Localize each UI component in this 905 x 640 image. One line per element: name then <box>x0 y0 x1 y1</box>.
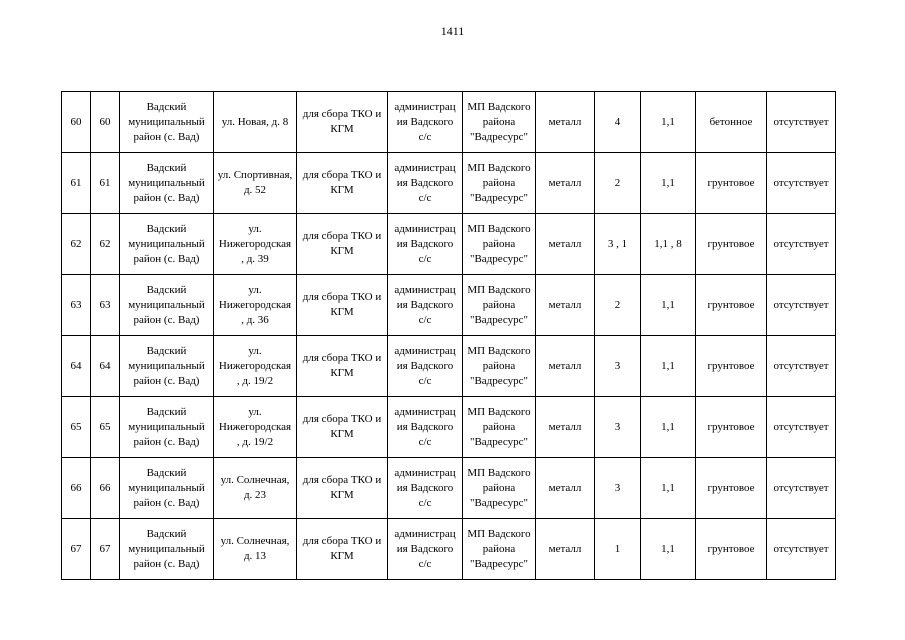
cell-address: ул. Нижегородская , д. 39 <box>214 214 297 275</box>
cell-count: 3 <box>595 397 641 458</box>
cell-purpose: для сбора ТКО и КГМ <box>297 397 388 458</box>
table-row <box>62 458 836 519</box>
cell-address: ул. Солнечная, д. 13 <box>214 519 297 580</box>
cell-owner: администрац ия Вадского с/с <box>388 92 463 153</box>
cell-purpose: для сбора ТКО и КГМ <box>297 336 388 397</box>
cell-fence: отсутствует <box>767 458 836 519</box>
cell-surface: грунтовое <box>696 458 767 519</box>
cell-volume: 1,1 <box>641 275 696 336</box>
cell-fence: отсутствует <box>767 92 836 153</box>
cell-surface: грунтовое <box>696 519 767 580</box>
cell-operator: МП Вадского района "Вадресурс" <box>463 92 536 153</box>
cell-purpose: для сбора ТКО и КГМ <box>297 519 388 580</box>
cell-n2: 60 <box>91 92 120 153</box>
cell-fence: отсутствует <box>767 214 836 275</box>
cell-address: ул. Нижегородская , д. 19/2 <box>214 397 297 458</box>
cell-operator: МП Вадского района "Вадресурс" <box>463 214 536 275</box>
cell-n2: 65 <box>91 397 120 458</box>
cell-volume: 1,1 <box>641 397 696 458</box>
cell-volume: 1,1 <box>641 458 696 519</box>
cell-material: металл <box>536 458 595 519</box>
cell-operator: МП Вадского района "Вадресурс" <box>463 153 536 214</box>
cell-material: металл <box>536 519 595 580</box>
cell-municipality: Вадский муниципальный район (с. Вад) <box>120 397 214 458</box>
cell-fence: отсутствует <box>767 519 836 580</box>
cell-count: 2 <box>595 275 641 336</box>
cell-material: металл <box>536 397 595 458</box>
cell-fence: отсутствует <box>767 275 836 336</box>
cell-n1: 61 <box>62 153 91 214</box>
cell-material: металл <box>536 336 595 397</box>
cell-operator: МП Вадского района "Вадресурс" <box>463 458 536 519</box>
cell-fence: отсутствует <box>767 153 836 214</box>
cell-volume: 1,1 <box>641 336 696 397</box>
cell-address: ул. Новая, д. 8 <box>214 92 297 153</box>
cell-n2: 67 <box>91 519 120 580</box>
cell-surface: грунтовое <box>696 153 767 214</box>
cell-owner: администрац ия Вадского с/с <box>388 275 463 336</box>
table-row <box>62 336 836 397</box>
cell-n2: 66 <box>91 458 120 519</box>
cell-volume: 1,1 <box>641 153 696 214</box>
cell-count: 3 , 1 <box>595 214 641 275</box>
cell-address: ул. Нижегородская , д. 36 <box>214 275 297 336</box>
cell-material: металл <box>536 153 595 214</box>
cell-count: 3 <box>595 336 641 397</box>
cell-n1: 65 <box>62 397 91 458</box>
cell-count: 3 <box>595 458 641 519</box>
cell-municipality: Вадский муниципальный район (с. Вад) <box>120 153 214 214</box>
page-number: 1411 <box>440 24 465 38</box>
cell-purpose: для сбора ТКО и КГМ <box>297 275 388 336</box>
cell-owner: администрац ия Вадского с/с <box>388 336 463 397</box>
cell-count: 1 <box>595 519 641 580</box>
sites-table <box>61 91 836 580</box>
cell-surface: грунтовое <box>696 275 767 336</box>
cell-material: металл <box>536 92 595 153</box>
cell-n2: 64 <box>91 336 120 397</box>
cell-address: ул. Спортивная, д. 52 <box>214 153 297 214</box>
cell-surface: грунтовое <box>696 397 767 458</box>
cell-surface: грунтовое <box>696 336 767 397</box>
cell-municipality: Вадский муниципальный район (с. Вад) <box>120 214 214 275</box>
cell-municipality: Вадский муниципальный район (с. Вад) <box>120 92 214 153</box>
table-row <box>62 397 836 458</box>
cell-purpose: для сбора ТКО и КГМ <box>297 153 388 214</box>
cell-address: ул. Солнечная, д. 23 <box>214 458 297 519</box>
cell-owner: администрац ия Вадского с/с <box>388 519 463 580</box>
cell-surface: бетонное <box>696 92 767 153</box>
cell-municipality: Вадский муниципальный район (с. Вад) <box>120 458 214 519</box>
cell-purpose: для сбора ТКО и КГМ <box>297 458 388 519</box>
table-row <box>62 214 836 275</box>
cell-n1: 66 <box>62 458 91 519</box>
table-row <box>62 519 836 580</box>
table-row <box>62 92 836 153</box>
cell-address: ул. Нижегородская , д. 19/2 <box>214 336 297 397</box>
cell-owner: администрац ия Вадского с/с <box>388 153 463 214</box>
cell-municipality: Вадский муниципальный район (с. Вад) <box>120 519 214 580</box>
cell-n1: 64 <box>62 336 91 397</box>
cell-n1: 63 <box>62 275 91 336</box>
cell-material: металл <box>536 214 595 275</box>
cell-operator: МП Вадского района "Вадресурс" <box>463 336 536 397</box>
cell-n2: 61 <box>91 153 120 214</box>
cell-n1: 62 <box>62 214 91 275</box>
cell-count: 4 <box>595 92 641 153</box>
cell-owner: администрац ия Вадского с/с <box>388 458 463 519</box>
cell-volume: 1,1 <box>641 92 696 153</box>
cell-n2: 62 <box>91 214 120 275</box>
cell-fence: отсутствует <box>767 336 836 397</box>
cell-material: металл <box>536 275 595 336</box>
cell-n2: 63 <box>91 275 120 336</box>
cell-n1: 60 <box>62 92 91 153</box>
cell-owner: администрац ия Вадского с/с <box>388 214 463 275</box>
cell-owner: администрац ия Вадского с/с <box>388 397 463 458</box>
cell-municipality: Вадский муниципальный район (с. Вад) <box>120 275 214 336</box>
cell-purpose: для сбора ТКО и КГМ <box>297 214 388 275</box>
cell-n1: 67 <box>62 519 91 580</box>
cell-purpose: для сбора ТКО и КГМ <box>297 92 388 153</box>
cell-operator: МП Вадского района "Вадресурс" <box>463 519 536 580</box>
cell-operator: МП Вадского района "Вадресурс" <box>463 275 536 336</box>
cell-volume: 1,1 , 8 <box>641 214 696 275</box>
cell-operator: МП Вадского района "Вадресурс" <box>463 397 536 458</box>
cell-municipality: Вадский муниципальный район (с. Вад) <box>120 336 214 397</box>
cell-surface: грунтовое <box>696 214 767 275</box>
cell-fence: отсутствует <box>767 397 836 458</box>
table-row <box>62 153 836 214</box>
cell-count: 2 <box>595 153 641 214</box>
cell-volume: 1,1 <box>641 519 696 580</box>
table-row <box>62 275 836 336</box>
